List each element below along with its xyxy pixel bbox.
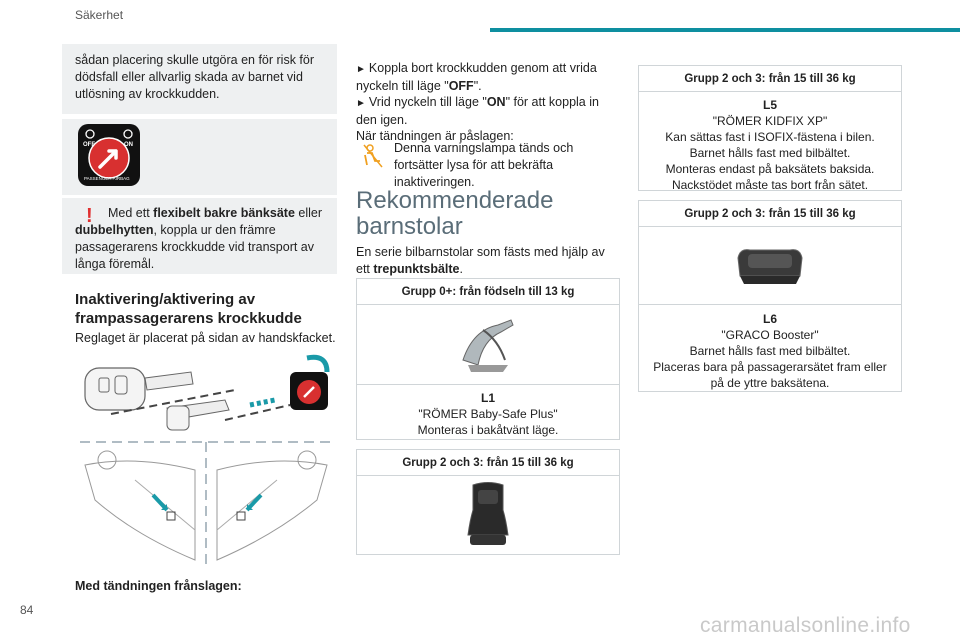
watermark-text: carmanualsonline.info (700, 614, 911, 637)
section-title: Säkerhet (75, 8, 124, 22)
header-accent-bar (490, 28, 960, 32)
seat-table-l1 (356, 278, 620, 440)
seats-intro: En serie bilbarnstolar som fästs med hjälp av ett trepunktsbälte. (356, 245, 605, 276)
table-header: Grupp 2 och 3: från 15 till 36 kg (639, 66, 901, 92)
seat-code: L5 (762, 98, 777, 112)
baby-seat-image (453, 310, 523, 380)
warning-icon: ! (86, 205, 93, 227)
seat-note: Placeras bara på passagerarsätet fram eller på de yttre baksätena. (653, 360, 887, 390)
seat-note: Monteras i bakåtvänt läge. (417, 423, 559, 437)
risk-text: sådan placering skulle utgöra en för risk för dödsfall eller allvarlig skada av barnet vid utlösning av krockkudden. (75, 53, 315, 101)
page-number: 84 (20, 603, 34, 617)
switch-off-label: OFF (83, 142, 95, 148)
seat-table-l5-img (356, 449, 620, 555)
step-arrow-icon: ► (356, 64, 366, 75)
seat-note: Monteras endast på baksätets baksida. (665, 162, 875, 176)
step-off: ► Koppla bort krockkudden genom att vrida nyckeln till läge "OFF". (356, 61, 597, 93)
ignition-on-text: När tändningen är påslagen: (356, 129, 514, 143)
seat-note: Nackstödet måste tas bort från sätet. (671, 178, 869, 192)
booster-seat-image (458, 480, 518, 550)
bench-text: Med ett flexibelt bakre bänksäte eller dubbelhytten, koppla ur den främre passagerarens krockkudde vid transport av långa föremål. (75, 206, 322, 271)
seat-name: "RÖMER KIDFIX XP" (712, 114, 828, 128)
seat-image-row (357, 305, 619, 385)
seat-code: L1 (480, 391, 495, 405)
recommended-seats-heading: Rekommenderade barnstolar (356, 187, 554, 240)
table-header: Grupp 2 och 3: från 15 till 36 kg (357, 450, 619, 476)
seat-table-l6 (638, 200, 902, 392)
graco-booster-image (730, 238, 810, 293)
seat-note: Barnet hålls fast med bilbältet. (689, 344, 851, 358)
seat-note: Kan sättas fast i ISOFIX-fästena i bilen. (665, 130, 875, 144)
seat-image-row (357, 476, 619, 554)
table-header: Grupp 2 och 3: från 15 till 36 kg (639, 201, 901, 227)
lamp-text: Denna varningslampa tänds och fortsätter lysa för att bekräfta inaktiveringen. (394, 141, 574, 189)
seat-code: L6 (762, 312, 777, 326)
seat-note: Barnet hålls fast med bilbältet. (689, 146, 851, 160)
deactivation-heading: Inaktivering/aktivering av frampassagerarens krockkudde (75, 291, 302, 327)
switch-on-label: ON (124, 142, 133, 148)
seat-table-l5 (638, 65, 902, 191)
airbag-switch-icon (78, 124, 140, 186)
ignition-off-label: Med tändningen frånslagen: (75, 579, 242, 593)
seat-info-row (357, 385, 619, 443)
step-arrow-icon: ► (356, 98, 366, 109)
switch-ring-label: PASSENGER AIRBAG (84, 176, 130, 181)
key-illustration (75, 350, 337, 435)
dashboard-illustration (75, 440, 337, 570)
seat-name: "GRACO Booster" (721, 328, 819, 342)
table-header: Grupp 0+: från födseln till 13 kg (357, 279, 619, 305)
location-text: Reglaget är placerat på sidan av handskfacket. (75, 331, 336, 345)
step-on: ► Vrid nyckeln till läge "ON" för att koppla in den igen. (356, 95, 599, 127)
airbag-off-lamp-icon (362, 143, 384, 169)
seat-name: "RÖMER Baby-Safe Plus" (418, 407, 558, 421)
seat-image-row (639, 227, 901, 305)
